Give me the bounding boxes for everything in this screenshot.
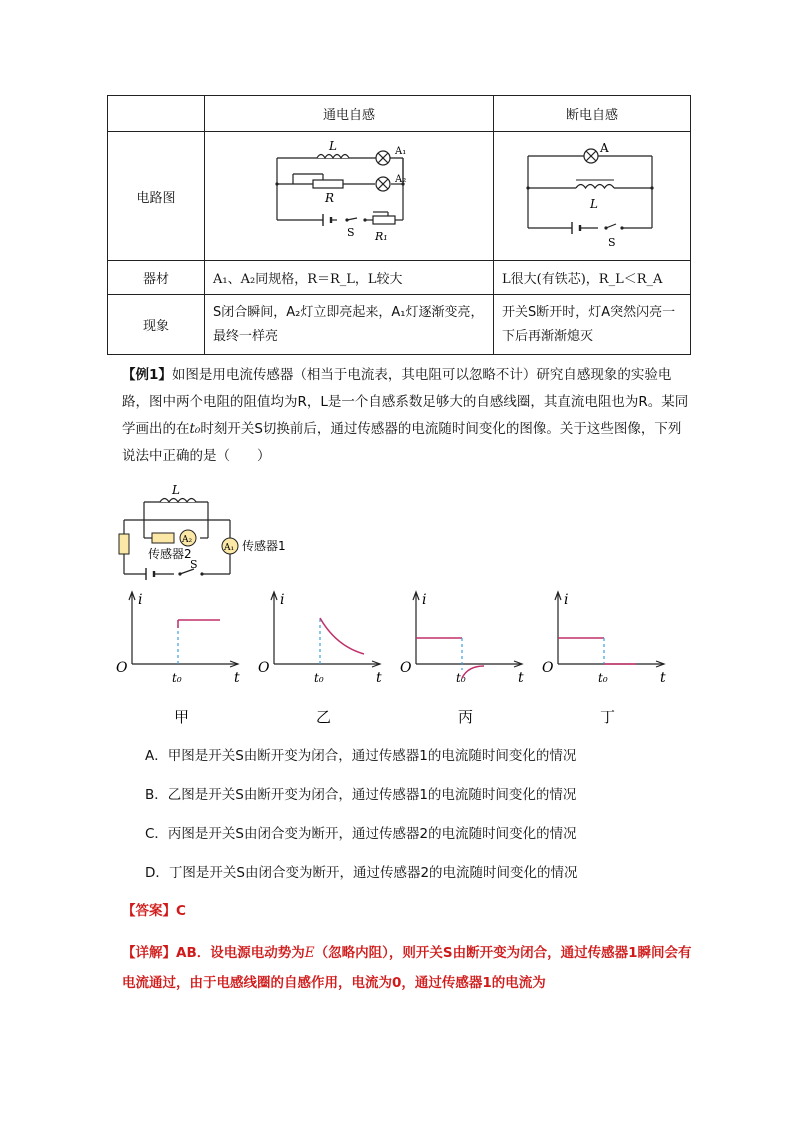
answer-tag: 【答案】 <box>122 903 176 919</box>
table-row-circuit <box>108 132 691 261</box>
label-L2: L <box>590 197 598 211</box>
t0-label: t₀ <box>172 671 182 685</box>
axis-label-i: i <box>280 592 285 608</box>
example-t0: t₀ <box>189 421 201 437</box>
comparison-table <box>107 95 691 355</box>
table-row-equipment <box>108 261 691 295</box>
equipment-energize: A₁、A₂同规格，R＝R_L，L较大 <box>205 261 494 295</box>
example-tag: 【例1】 <box>122 367 172 383</box>
label-A1: A₁ <box>395 146 407 157</box>
circuit-diagram-deenergize-cell <box>494 132 691 261</box>
axis-label-t: t <box>234 670 240 686</box>
graph-2 <box>252 588 392 728</box>
label-L: L <box>329 139 337 153</box>
t0-label: t₀ <box>456 671 466 685</box>
equipment-deenergize: L很大(有铁芯)，R_L＜R_A <box>494 261 691 295</box>
label-R: R <box>325 191 335 205</box>
explanation-text-1: AB．设电源电动势为 <box>176 945 305 961</box>
example-text-2: 时刻开关S切换前后，通过传感器的电流随时间变化的图像。关于这些图像，下列说法中正确的是（ ） <box>122 421 682 464</box>
t0-label: t₀ <box>314 671 324 685</box>
label-A: A <box>600 141 609 155</box>
graph-4 <box>536 588 676 728</box>
example-question <box>122 362 692 470</box>
origin-label: O <box>116 660 128 676</box>
axis-label-t: t <box>376 670 382 686</box>
graph-1 <box>110 588 250 728</box>
current-curve <box>320 618 364 654</box>
row-label-phenomenon: 现象 <box>108 295 205 355</box>
sensor-label-A1: A₁ <box>224 543 235 553</box>
graph-caption: 丁 <box>600 708 616 726</box>
sensor-label-1: 传感器1 <box>242 539 286 553</box>
label-S2: S <box>608 236 616 249</box>
circuit-diagram-energize-cell <box>205 132 494 261</box>
table-header-deenergize: 断电自感 <box>494 96 691 132</box>
sensor-label-A2: A₂ <box>182 535 193 545</box>
t0-label: t₀ <box>598 671 608 685</box>
graph-caption: 乙 <box>316 708 332 726</box>
table-row-phenomenon <box>108 295 691 355</box>
axis-label-i: i <box>138 592 143 608</box>
option-b: B．乙图是开关S由断开变为闭合，通过传感器1的电流随时间变化的情况 <box>145 787 577 803</box>
option-d: D．丁图是开关S由闭合变为断开，通过传感器2的电流随时间变化的情况 <box>145 865 578 881</box>
sensor-label-S: S <box>190 558 198 571</box>
label-A2: A₂ <box>395 174 407 185</box>
current-curve <box>178 620 220 628</box>
graph-caption: 丙 <box>458 708 474 726</box>
table-header-energize: 通电自感 <box>205 96 494 132</box>
answer <box>122 898 692 925</box>
table-header-empty <box>108 96 205 132</box>
option-c: C．丙图是开关S由闭合变为断开，通过传感器2的电流随时间变化的情况 <box>145 826 577 842</box>
example-text-1: 如图是用电流传感器（相当于电流表，其电阻可以忽略不计）研究自感现象的实验电路，图中两个电阻的阻值均为R，L是一个自感系数足够大的自感线圈，其直流电阻也为R。某同学画出的在 <box>122 367 689 437</box>
answer-value: C <box>176 903 186 919</box>
option-a: A．甲图是开关S由断开变为闭合，通过传感器1的电流随时间变化的情况 <box>145 748 577 764</box>
explanation-E: E <box>304 945 315 961</box>
circuit-diagram-deenergize <box>502 136 682 252</box>
axis-label-i: i <box>564 592 569 608</box>
explanation-tag: 【详解】 <box>122 945 176 961</box>
phenomenon-deenergize: 开关S断开时，灯A突然闪亮一下后再渐渐熄灭 <box>494 295 691 355</box>
circuit-diagram-energize <box>213 136 485 252</box>
row-label-circuit: 电路图 <box>108 132 205 261</box>
sensor-circuit-diagram <box>112 480 302 580</box>
graph-3 <box>394 588 534 728</box>
origin-label: O <box>258 660 270 676</box>
current-time-graphs <box>110 588 690 728</box>
axis-label-t: t <box>518 670 524 686</box>
axis-label-t: t <box>660 670 666 686</box>
origin-label: O <box>542 660 554 676</box>
graph-caption: 甲 <box>174 708 190 726</box>
sensor-label-2: 传感器2 <box>148 547 192 561</box>
table-header-row <box>108 96 691 132</box>
sensor-label-L: L <box>172 483 180 497</box>
origin-label: O <box>400 660 412 676</box>
row-label-equipment: 器材 <box>108 261 205 295</box>
label-S: S <box>347 226 355 239</box>
explanation-text-2: （忽略内阻），则开关S由断开变为闭合，通过传感器1瞬间会有电流通过，由于电感线圈的自感作用，电流为0，通过传感器1的电流为 <box>122 945 692 991</box>
explanation <box>122 938 692 998</box>
axis-label-i: i <box>422 592 427 608</box>
phenomenon-energize: S闭合瞬间，A₂灯立即亮起来，A₁灯逐渐变亮，最终一样亮 <box>205 295 494 355</box>
label-R1: R₁ <box>375 230 388 243</box>
